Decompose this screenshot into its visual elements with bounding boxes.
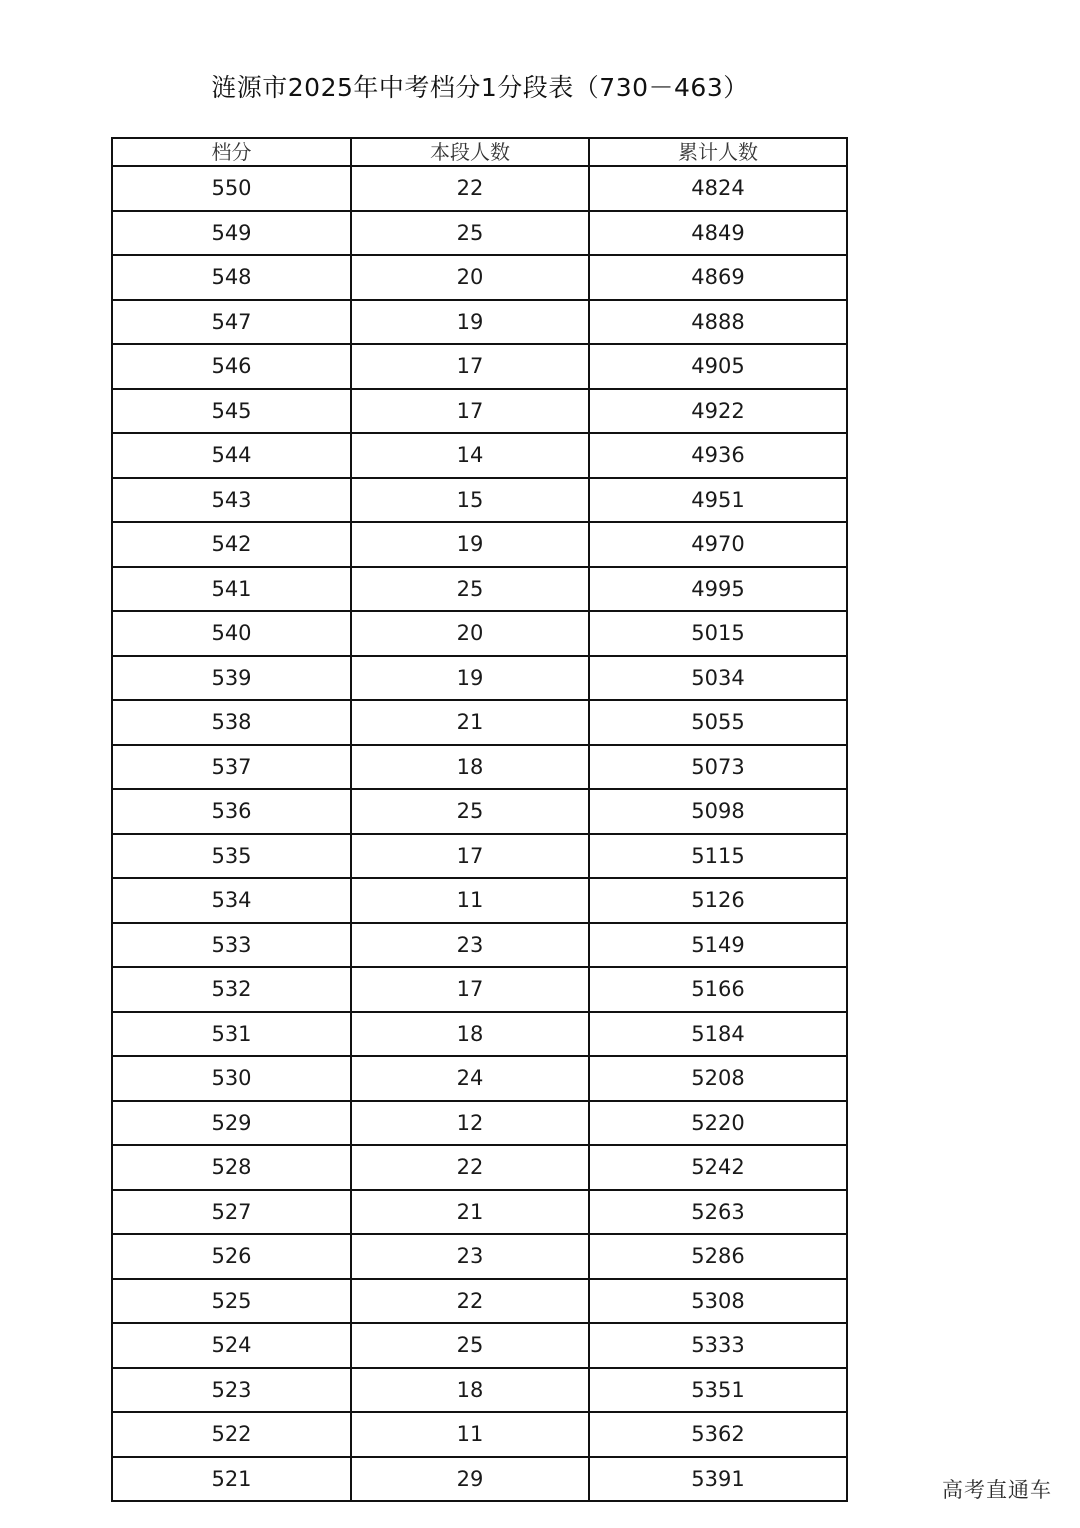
cell-score: 527	[112, 1190, 351, 1235]
cell-segment-count: 19	[351, 522, 589, 567]
cell-score: 529	[112, 1101, 351, 1146]
cell-cumulative-count: 5208	[589, 1056, 847, 1101]
cell-cumulative-count: 4936	[589, 433, 847, 478]
cell-score: 546	[112, 344, 351, 389]
page-title: 涟源市2025年中考档分1分段表（730－463）	[211, 73, 749, 102]
cell-score: 526	[112, 1234, 351, 1279]
cell-cumulative-count: 5149	[589, 923, 847, 968]
table-row	[112, 1368, 847, 1413]
cell-score: 533	[112, 923, 351, 968]
header-score: 档分	[112, 138, 351, 166]
table-row	[112, 166, 847, 211]
cell-segment-count: 21	[351, 1190, 589, 1235]
cell-segment-count: 17	[351, 389, 589, 434]
table-row	[112, 478, 847, 523]
cell-segment-count: 17	[351, 344, 589, 389]
cell-segment-count: 15	[351, 478, 589, 523]
cell-score: 544	[112, 433, 351, 478]
cell-segment-count: 11	[351, 1412, 589, 1457]
cell-segment-count: 25	[351, 567, 589, 612]
cell-score: 543	[112, 478, 351, 523]
cell-segment-count: 19	[351, 300, 589, 345]
cell-score: 537	[112, 745, 351, 790]
cell-segment-count: 11	[351, 878, 589, 923]
table-row	[112, 1323, 847, 1368]
cell-score: 523	[112, 1368, 351, 1413]
cell-cumulative-count: 4922	[589, 389, 847, 434]
table-row	[112, 923, 847, 968]
cell-cumulative-count: 5220	[589, 1101, 847, 1146]
cell-cumulative-count: 5073	[589, 745, 847, 790]
table-row	[112, 344, 847, 389]
header-segment-count: 本段人数	[351, 138, 589, 166]
cell-score: 538	[112, 700, 351, 745]
cell-segment-count: 23	[351, 923, 589, 968]
cell-cumulative-count: 4995	[589, 567, 847, 612]
cell-score: 535	[112, 834, 351, 879]
table-row	[112, 433, 847, 478]
cell-score: 542	[112, 522, 351, 567]
cell-segment-count: 29	[351, 1457, 589, 1502]
cell-segment-count: 21	[351, 700, 589, 745]
cell-score: 550	[112, 166, 351, 211]
table-row	[112, 1279, 847, 1324]
cell-cumulative-count: 4888	[589, 300, 847, 345]
cell-cumulative-count: 5184	[589, 1012, 847, 1057]
table-row	[112, 1234, 847, 1279]
cell-segment-count: 24	[351, 1056, 589, 1101]
cell-cumulative-count: 4951	[589, 478, 847, 523]
cell-score: 547	[112, 300, 351, 345]
cell-score: 528	[112, 1145, 351, 1190]
cell-cumulative-count: 4849	[589, 211, 847, 256]
cell-segment-count: 17	[351, 834, 589, 879]
table-row	[112, 967, 847, 1012]
cell-cumulative-count: 5115	[589, 834, 847, 879]
cell-cumulative-count: 5015	[589, 611, 847, 656]
table-header-row	[112, 138, 847, 166]
cell-score: 534	[112, 878, 351, 923]
cell-score: 524	[112, 1323, 351, 1368]
cell-cumulative-count: 5391	[589, 1457, 847, 1502]
table-row	[112, 1457, 847, 1502]
table-row	[112, 1012, 847, 1057]
table-row	[112, 567, 847, 612]
cell-cumulative-count: 5286	[589, 1234, 847, 1279]
table-row	[112, 834, 847, 879]
cell-score: 522	[112, 1412, 351, 1457]
cell-segment-count: 25	[351, 1323, 589, 1368]
table-row	[112, 1145, 847, 1190]
cell-score: 521	[112, 1457, 351, 1502]
cell-score: 531	[112, 1012, 351, 1057]
cell-cumulative-count: 4824	[589, 166, 847, 211]
score-table	[111, 137, 848, 1502]
cell-segment-count: 22	[351, 1145, 589, 1190]
cell-segment-count: 17	[351, 967, 589, 1012]
table-row	[112, 656, 847, 701]
table-body	[112, 166, 847, 1501]
cell-segment-count: 22	[351, 166, 589, 211]
cell-cumulative-count: 5034	[589, 656, 847, 701]
watermark-text: 高考直通车	[942, 1478, 1052, 1502]
table-row	[112, 300, 847, 345]
cell-cumulative-count: 4869	[589, 255, 847, 300]
cell-cumulative-count: 4905	[589, 344, 847, 389]
cell-segment-count: 22	[351, 1279, 589, 1324]
cell-cumulative-count: 5166	[589, 967, 847, 1012]
table-row	[112, 522, 847, 567]
table-row	[112, 745, 847, 790]
cell-cumulative-count: 4970	[589, 522, 847, 567]
cell-score: 545	[112, 389, 351, 434]
cell-segment-count: 20	[351, 255, 589, 300]
table-row	[112, 255, 847, 300]
cell-segment-count: 18	[351, 1012, 589, 1057]
cell-cumulative-count: 5242	[589, 1145, 847, 1190]
cell-score: 539	[112, 656, 351, 701]
cell-segment-count: 23	[351, 1234, 589, 1279]
cell-segment-count: 14	[351, 433, 589, 478]
cell-score: 540	[112, 611, 351, 656]
cell-cumulative-count: 5308	[589, 1279, 847, 1324]
cell-cumulative-count: 5098	[589, 789, 847, 834]
header-cumulative-count: 累计人数	[589, 138, 847, 166]
cell-segment-count: 20	[351, 611, 589, 656]
cell-score: 532	[112, 967, 351, 1012]
table-row	[112, 1101, 847, 1146]
cell-score: 541	[112, 567, 351, 612]
table-row	[112, 1412, 847, 1457]
cell-score: 525	[112, 1279, 351, 1324]
cell-segment-count: 25	[351, 211, 589, 256]
cell-score: 549	[112, 211, 351, 256]
cell-segment-count: 19	[351, 656, 589, 701]
score-table-container	[111, 137, 846, 1502]
table-row	[112, 789, 847, 834]
cell-segment-count: 25	[351, 789, 589, 834]
cell-cumulative-count: 5351	[589, 1368, 847, 1413]
cell-cumulative-count: 5055	[589, 700, 847, 745]
cell-segment-count: 18	[351, 1368, 589, 1413]
cell-cumulative-count: 5362	[589, 1412, 847, 1457]
cell-score: 548	[112, 255, 351, 300]
table-row	[112, 389, 847, 434]
cell-cumulative-count: 5333	[589, 1323, 847, 1368]
cell-cumulative-count: 5263	[589, 1190, 847, 1235]
cell-score: 530	[112, 1056, 351, 1101]
table-row	[112, 1190, 847, 1235]
table-row	[112, 700, 847, 745]
cell-segment-count: 12	[351, 1101, 589, 1146]
cell-score: 536	[112, 789, 351, 834]
table-row	[112, 211, 847, 256]
table-row	[112, 878, 847, 923]
table-row	[112, 611, 847, 656]
cell-cumulative-count: 5126	[589, 878, 847, 923]
cell-segment-count: 18	[351, 745, 589, 790]
table-row	[112, 1056, 847, 1101]
